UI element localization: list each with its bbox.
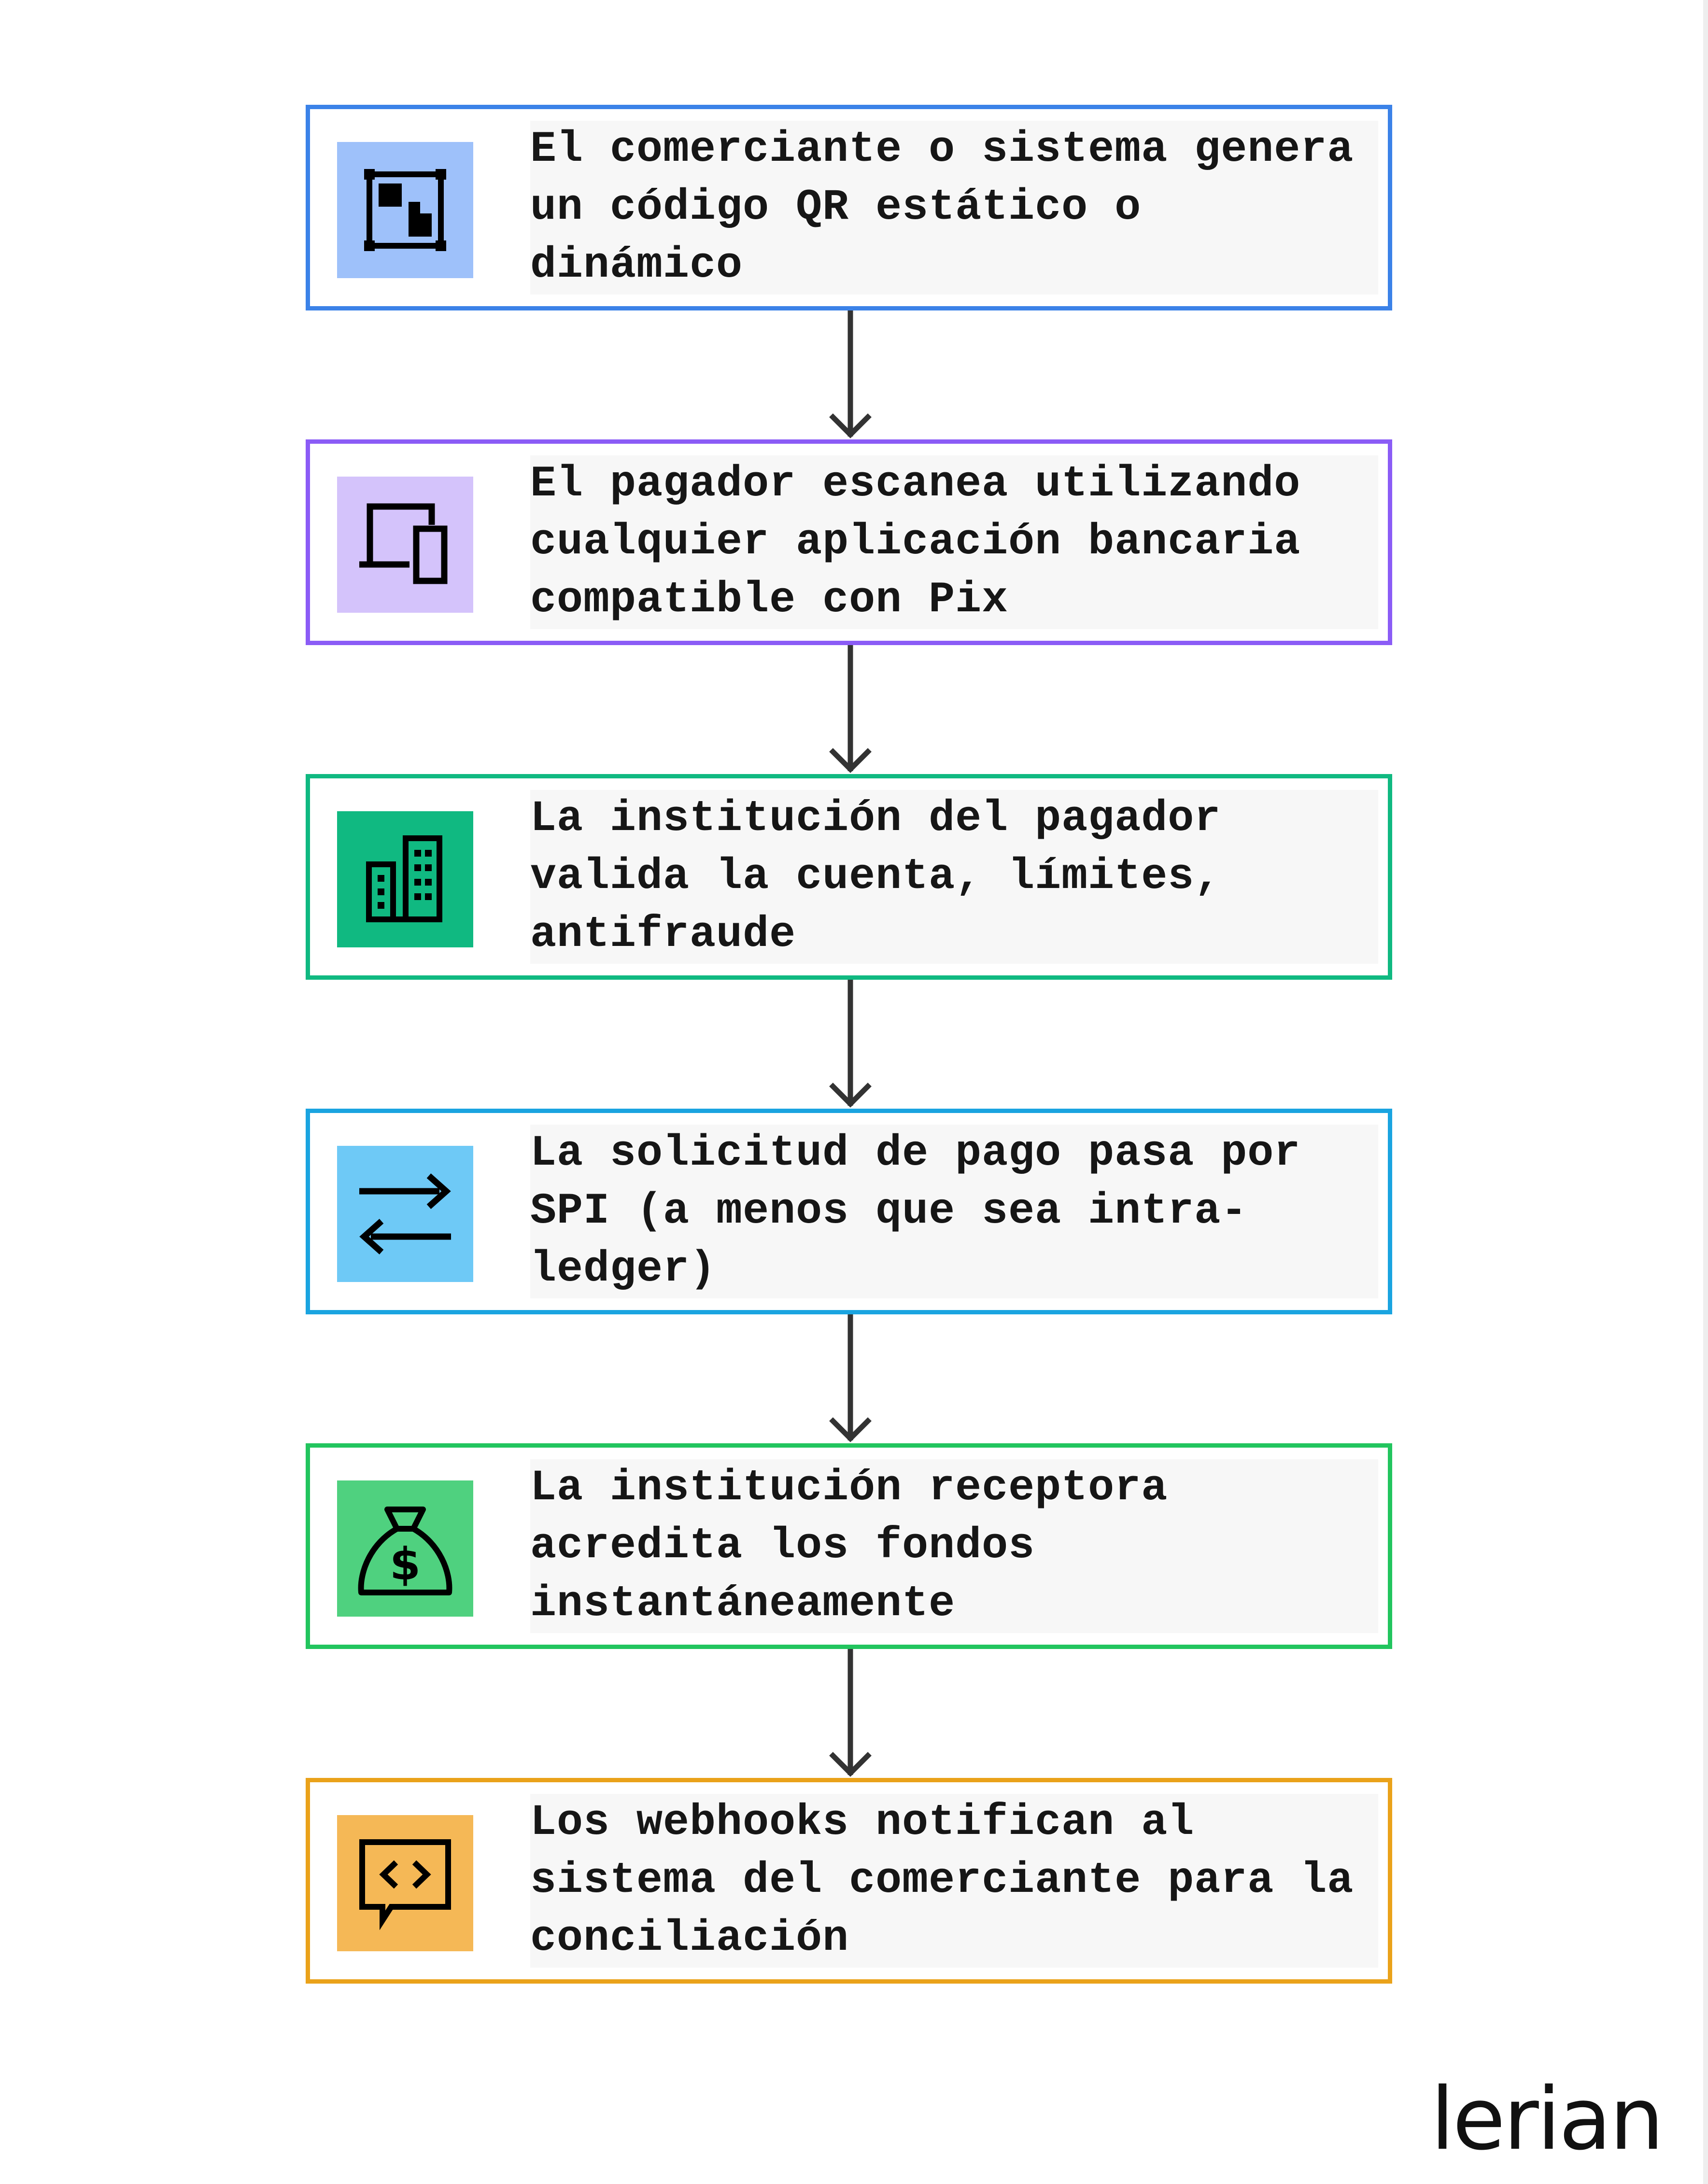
step-credit-funds: [306, 1443, 1392, 1649]
step-icon-box: [337, 477, 473, 613]
dollar-glyph: $: [389, 1538, 421, 1590]
step-payer-scan: [306, 439, 1392, 645]
devices-icon: [337, 477, 473, 613]
qr-code-icon: [337, 142, 473, 278]
buildings-icon: [337, 811, 473, 947]
transfer-arrows-icon: [337, 1146, 473, 1282]
step-icon-box: [337, 1815, 473, 1951]
step-text: El comerciante o sistema genera un código QR estático o dinámico: [530, 121, 1378, 295]
code-chat-icon: [337, 1815, 473, 1951]
step-icon-box: [337, 1480, 473, 1617]
lerian-logo: lerian: [1430, 2069, 1662, 2169]
step-generate-qr: [306, 105, 1392, 310]
step-text: El pagador escanea utilizando cualquier aplicación bancaria compatible con Pix: [530, 455, 1378, 629]
step-text: La institución receptora acredita los fondos instantáneamente: [530, 1459, 1378, 1633]
money-bag-icon: [337, 1480, 473, 1617]
step-webhooks: [306, 1778, 1392, 1984]
step-text: La institución del pagador valida la cuenta, límites, antifraude: [530, 790, 1378, 964]
step-text: La solicitud de pago pasa por SPI (a menos que sea intra-ledger): [530, 1125, 1378, 1298]
step-text: Los webhooks notifican al sistema del comerciante para la conciliación: [530, 1794, 1378, 1968]
step-spi-request: [306, 1109, 1392, 1314]
step-validate-account: [306, 774, 1392, 980]
step-icon-box: [337, 811, 473, 947]
step-icon-box: [337, 142, 473, 278]
step-icon-box: [337, 1146, 473, 1282]
